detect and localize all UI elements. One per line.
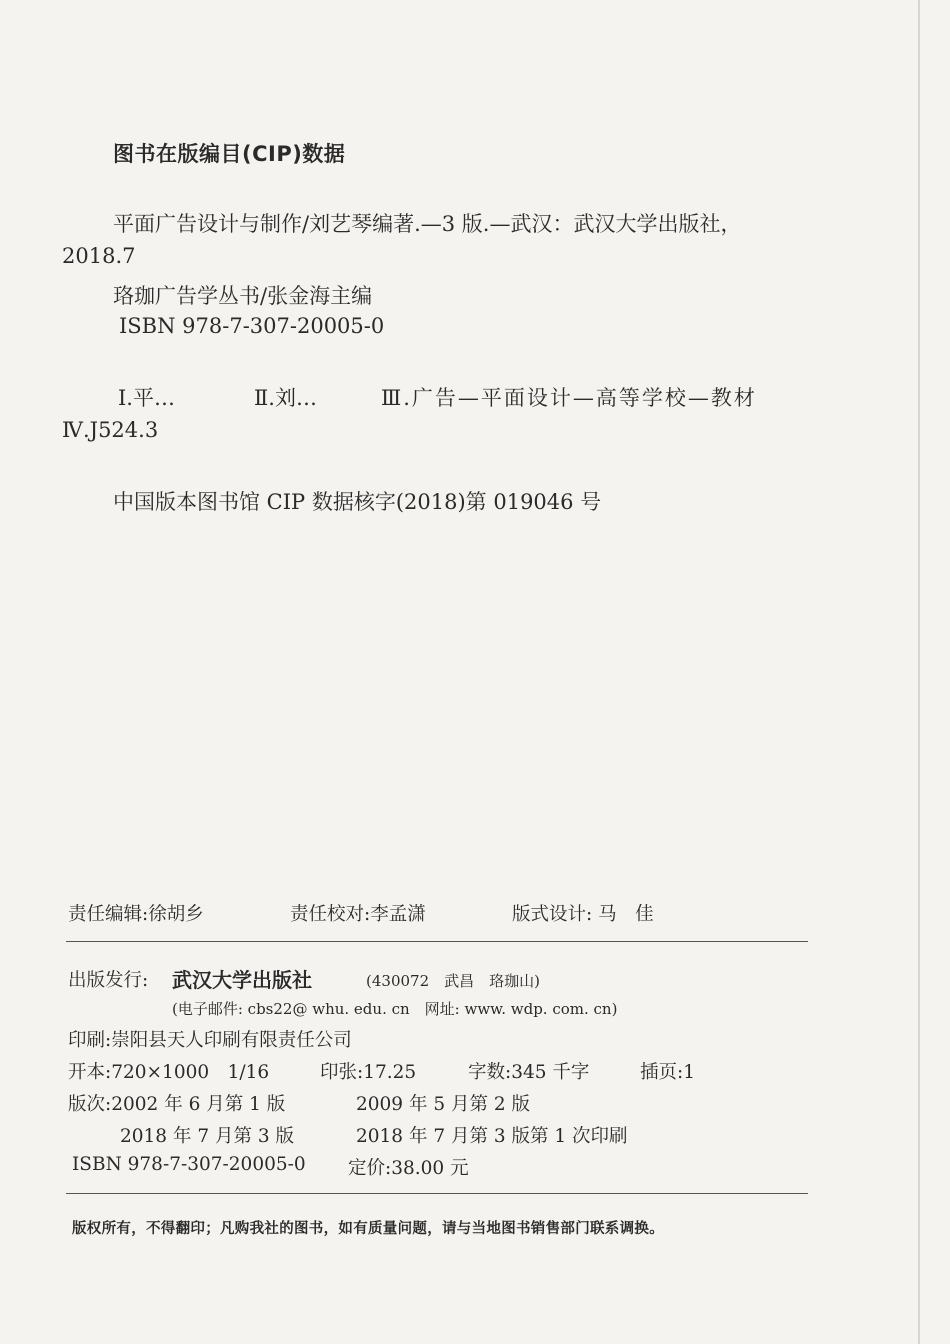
printer: 印刷:崇阳县天人印刷有限责任公司: [68, 1030, 352, 1051]
spec-inserts: 插页:1: [640, 1062, 696, 1083]
spec-words: 字数:345 千字: [468, 1062, 590, 1083]
cip-title: 图书在版编目(CIP)数据: [113, 142, 346, 166]
price: 定价:38.00 元: [348, 1158, 469, 1179]
printing-1: 2018 年 7 月第 3 版第 1 次印刷: [356, 1126, 628, 1147]
divider-top: [66, 941, 808, 942]
spec-sheets: 印张:17.25: [320, 1062, 417, 1083]
cip-class-3: Ⅲ.广告—平面设计—高等学校—教材: [381, 386, 757, 410]
copyright-notice: 版权所有，不得翻印；凡购我社的图书，如有质量问题，请与当地图书销售部门联系调换。: [72, 1221, 664, 1237]
cip-line-2: 2018.7: [62, 244, 136, 268]
publisher-name: 武汉大学出版社: [172, 968, 312, 992]
cip-class-1: Ⅰ.平…: [118, 386, 175, 410]
publisher-contact: (电子邮件: cbs22@ whu. edu. cn 网址: www. wdp. com. cn): [172, 1000, 618, 1018]
cip-verify-number: 中国版本图书馆 CIP 数据核字(2018)第 019046 号: [113, 490, 602, 514]
cip-isbn: ISBN 978-7-307-20005-0: [119, 314, 385, 338]
divider-bottom: [66, 1193, 808, 1194]
edition-1: 版次:2002 年 6 月第 1 版: [68, 1094, 286, 1115]
cip-line-3: 珞珈广告学丛书/张金海主编: [113, 284, 373, 308]
publisher-address: (430072 武昌 珞珈山): [366, 972, 540, 990]
page-edge: [918, 0, 920, 1344]
cip-class-4: Ⅳ.J524.3: [62, 418, 159, 442]
credit-designer: 版式设计: 马 佳: [512, 904, 654, 925]
cip-line-1: 平面广告设计与制作/刘艺琴编著.—3 版.—武汉：武汉大学出版社，: [113, 212, 742, 236]
spec-format: 开本:720×1000 1/16: [68, 1062, 270, 1083]
isbn-bottom: ISBN 978-7-307-20005-0: [72, 1154, 306, 1175]
credit-editor: 责任编辑:徐胡乡: [68, 904, 204, 925]
publisher-label: 出版发行:: [68, 970, 149, 991]
cip-class-2: Ⅱ.刘…: [254, 386, 317, 410]
edition-2: 2009 年 5 月第 2 版: [356, 1094, 531, 1115]
credit-proofreader: 责任校对:李孟潇: [290, 904, 426, 925]
edition-3: 2018 年 7 月第 3 版: [120, 1126, 295, 1147]
